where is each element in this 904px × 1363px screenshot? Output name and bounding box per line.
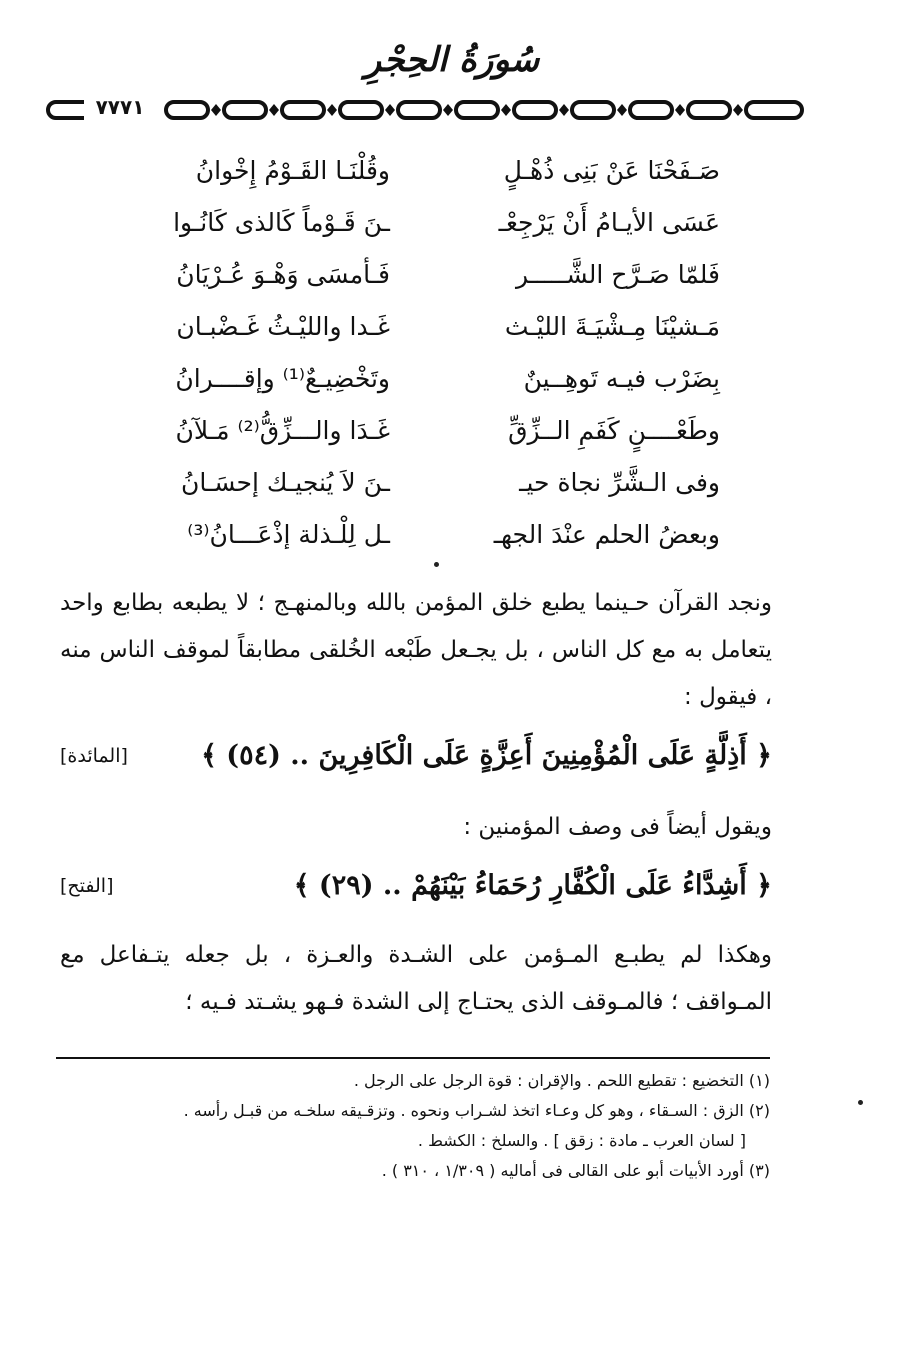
decorative-border: [44, 96, 808, 126]
surah-reference: [المائدة]: [60, 745, 128, 767]
verse-second-hemistich: ـنَ لاَ يُنجيـك إحسَـانُ: [180, 468, 390, 497]
verse-first-hemistich: صَـفَحْنَا عَنْ بَنِى ذُهْـلٍ: [503, 156, 720, 185]
quran-verse: ﴿ أَشِدَّاءُ عَلَى الْكُفَّارِ رُحَمَاءُ بَيْنَهُمْ .. (٢٩) ﴾: [293, 870, 772, 901]
footnote-continuation: [ لسان العرب ـ مادة : زقق ] . والسلخ : الكشط .: [417, 1131, 746, 1150]
poem-verse: [120, 304, 720, 356]
verse-first-hemistich: مَـشيْنَا مِـشْيَـةَ الليْـث: [504, 312, 720, 341]
poem-verse: [120, 460, 720, 512]
body-paragraph: ونجد القرآن حـينما يطبع خلق المؤمن بالله وبالمنهـج ؛ لا يطبعه بطابع واحد يتعامل به مع كل الناس ، بل يجـعل طَبْعه الخُلقى مطابقاً لموقف الناس منه ، فيقول :: [60, 590, 772, 710]
footnote: (٢) الزق : السـقاء ، وهو كل وعـاء اتخذ لشـراب ونحوه . وتزقـيقه سلخـه من قبـل رأسه .: [183, 1101, 770, 1120]
poem-verse: [120, 356, 720, 408]
footnotes: [40, 1066, 770, 1186]
footnote: (٣) أورد الأبيات أبو على القالى فى أماليه ( ١/٣٠٩ ، ٣١٠ ) .: [381, 1161, 770, 1180]
verse-first-hemistich: فَلمّا صَـرَّح الشَّـــــر: [516, 260, 720, 289]
quran-verse-line: [60, 730, 772, 782]
poem-verse: [120, 200, 720, 252]
poem-verse: [120, 408, 720, 460]
quran-verse: ﴿ أَذِلَّةٍ عَلَى الْمُؤْمِنِينَ أَعِزَّةٍ عَلَى الْكَافِرِينَ .. (٥٤) ﴾: [201, 740, 772, 771]
verse-second-hemistich: غَـدا والليْـثُ غَـضْبـان: [176, 312, 390, 341]
poem: [120, 148, 720, 564]
verse-second-hemistich: ـل لِلْـذلة إذْعَـــانُ⁽³⁾: [187, 520, 390, 549]
verse-second-hemistich: فَـأمسَى وَهْـوَ عُـرْيَانُ: [176, 260, 390, 289]
poem-verse: [120, 252, 720, 304]
footnote-separator: [56, 1057, 770, 1059]
verse-first-hemistich: بِضَرْب فيـه تَوهِــينٌ: [523, 364, 720, 393]
verse-second-hemistich: ـنَ قَـوْماً كَالذى كَانُـوا: [173, 208, 390, 237]
surah-reference: [الفتح]: [60, 875, 114, 897]
poem-verse: [120, 512, 720, 564]
verse-first-hemistich: وبعضُ الحلم عنْدَ الجهـ: [493, 520, 720, 549]
verse-first-hemistich: وطَعْــــنٍ كَفَمِ الــزِّقِّ: [508, 416, 720, 445]
body-paragraph: وهكذا لم يطبـع المـؤمن على الشـدة والعـزة ، بل جعله يتـفاعل مع المـواقف ؛ فالمـوقف الذى يحتـاج إلى الشدة فـهو يشـتد فـيه ؛: [60, 942, 772, 1015]
verse-second-hemistich: وتَخْضِيـعٌ⁽¹⁾ وإقــــرانُ: [175, 364, 390, 393]
page-number: ٧٧٧١: [84, 90, 156, 124]
surah-title: سُورَةُ الحِجْرِ: [364, 40, 540, 80]
verse-first-hemistich: عَسَى الأيـامُ أَنْ يَرْجِعْـ: [498, 208, 720, 237]
body-paragraph: ويقول أيضاً فى وصف المؤمنين :: [463, 814, 772, 840]
poem-verse: [120, 148, 720, 200]
verse-second-hemistich: غَـدَا والـــزِّقُّ⁽²⁾ مَـلآنُ: [175, 416, 390, 445]
ink-speck: [858, 1100, 863, 1105]
quran-verse-line: [60, 860, 772, 912]
ink-speck: [434, 562, 439, 567]
verse-first-hemistich: وفى الـشَّرِّ نجاة حيـ: [519, 468, 720, 497]
footnote: (١) التخضيع : تقطيع اللحم . والإقران : قوة الرجل على الرجل .: [353, 1071, 770, 1090]
verse-second-hemistich: وقُلْنَـا القَـوْمُ إِخْوانُ: [195, 156, 390, 185]
